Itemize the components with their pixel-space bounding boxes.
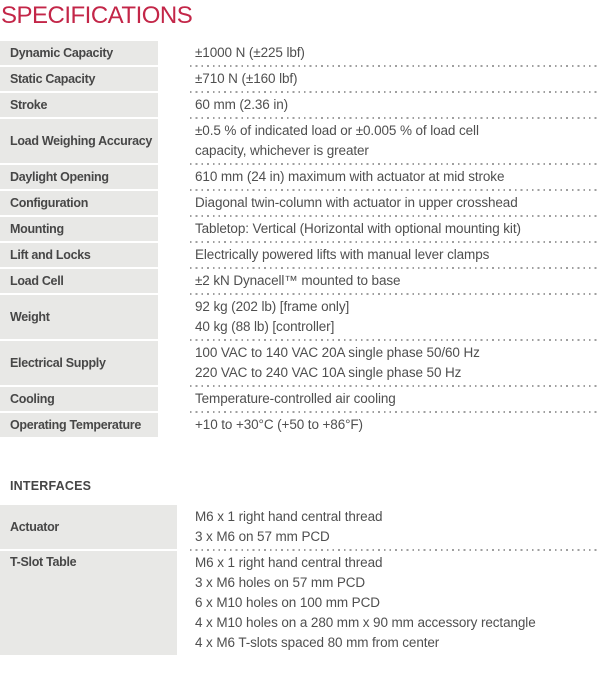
spec-value <box>190 119 597 163</box>
spec-value-line: 610 mm (24 in) maximum with actuator at mid stroke <box>195 169 505 184</box>
spec-label: T-Slot Table <box>0 551 177 655</box>
page-title: SPECIFICATIONS <box>1 2 193 29</box>
spec-label: Electrical Supply <box>0 341 158 385</box>
table-row <box>0 341 597 385</box>
spec-value <box>190 93 597 117</box>
spec-label: Daylight Opening <box>0 165 158 189</box>
spec-value-line: M6 x 1 right hand central thread <box>195 555 383 570</box>
spec-value <box>190 165 597 189</box>
spec-value <box>190 295 597 339</box>
spec-label: Actuator <box>0 505 177 549</box>
spec-value-line: 60 mm (2.36 in) <box>195 97 289 112</box>
spec-value-line: ±710 N (±160 lbf) <box>195 71 298 86</box>
table-row <box>0 41 597 65</box>
table-row <box>0 191 597 215</box>
table-row <box>0 217 597 241</box>
spec-value <box>190 413 597 437</box>
table-row <box>0 93 597 117</box>
spec-value-line: 3 x M6 on 57 mm PCD <box>195 529 330 544</box>
spec-value <box>190 387 597 411</box>
table-row <box>0 551 597 655</box>
spec-value-line: Diagonal twin-column with actuator in upper crosshead <box>195 195 518 210</box>
table-row <box>0 119 597 163</box>
spec-value-line: 3 x M6 holes on 57 mm PCD <box>195 575 366 590</box>
spec-value-line: capacity, whichever is greater <box>195 143 369 158</box>
spec-value-line: 40 kg (88 lb) [controller] <box>195 319 335 334</box>
table-row <box>0 505 597 549</box>
spec-value <box>190 551 597 655</box>
spec-label: Static Capacity <box>0 67 158 91</box>
spec-value <box>190 243 597 267</box>
spec-label: Load Cell <box>0 269 158 293</box>
spec-value-line: 92 kg (202 lb) [frame only] <box>195 299 350 314</box>
spec-value-line: +10 to +30°C (+50 to +86°F) <box>195 417 363 432</box>
spec-label: Lift and Locks <box>0 243 158 267</box>
spec-label: Weight <box>0 295 158 339</box>
spec-value-line: ±1000 N (±225 lbf) <box>195 45 305 60</box>
spec-value-line: M6 x 1 right hand central thread <box>195 509 383 524</box>
interfaces-title: INTERFACES <box>10 479 92 493</box>
spec-value <box>190 269 597 293</box>
spec-value-line: ±0.5 % of indicated load or ±0.005 % of load cell <box>195 123 479 138</box>
spec-value-line: Electrically powered lifts with manual lever clamps <box>195 247 490 262</box>
spec-label: Load Weighing Accuracy <box>0 119 158 163</box>
spec-value-line: 220 VAC to 240 VAC 10A single phase 50 Hz <box>195 365 462 380</box>
spec-label: Configuration <box>0 191 158 215</box>
table-row <box>0 269 597 293</box>
table-row <box>0 413 597 437</box>
table-row <box>0 165 597 189</box>
spec-value <box>190 341 597 385</box>
spec-value <box>190 505 597 549</box>
spec-value <box>190 41 597 65</box>
spec-value <box>190 217 597 241</box>
table-row <box>0 387 597 411</box>
spec-label: Cooling <box>0 387 158 411</box>
spec-value <box>190 191 597 215</box>
spec-value-line: 6 x M10 holes on 100 mm PCD <box>195 595 380 610</box>
spec-value-line: ±2 kN Dynacell™ mounted to base <box>195 273 401 288</box>
spec-value-line: Tabletop: Vertical (Horizontal with optional mounting kit) <box>195 221 521 236</box>
table-row <box>0 67 597 91</box>
spec-label: Dynamic Capacity <box>0 41 158 65</box>
spec-value-line: 4 x M10 holes on a 280 mm x 90 mm accessory rectangle <box>195 615 536 630</box>
spec-value-line: Temperature-controlled air cooling <box>195 391 396 406</box>
specifications-table <box>0 41 597 437</box>
spec-value-line: 100 VAC to 140 VAC 20A single phase 50/60 Hz <box>195 345 480 360</box>
spec-label: Stroke <box>0 93 158 117</box>
spec-label: Mounting <box>0 217 158 241</box>
spec-label: Operating Temperature <box>0 413 158 437</box>
spec-value-line: 4 x M6 T-slots spaced 80 mm from center <box>195 635 440 650</box>
interfaces-table <box>0 505 597 655</box>
spec-value <box>190 67 597 91</box>
table-row <box>0 243 597 267</box>
table-row <box>0 295 597 339</box>
